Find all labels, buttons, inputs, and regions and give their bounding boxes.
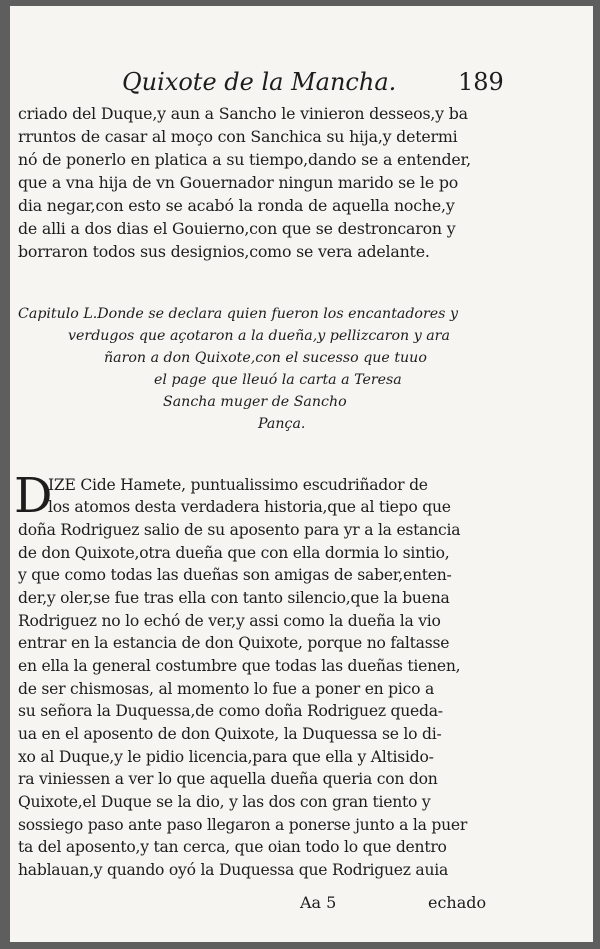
running-title: Quixote de la Mancha. [122, 68, 397, 96]
text-line: los atomos desta verdadera historia,que al tiepo que [48, 498, 451, 516]
catchword: echado [428, 893, 487, 912]
book-page [10, 6, 593, 942]
text-line: ta del aposento,y tan cerca, que oian todo lo que dentro [18, 838, 447, 856]
chapter-heading-line: el page que lleuó la carta a Teresa [154, 372, 402, 388]
chapter-heading-line: verdugos que açotaron a la dueña,y pellizcaron y ara [68, 328, 450, 344]
text-line: ua en el aposento de don Quixote, la Duquessa se lo di- [18, 725, 442, 743]
text-line: de ser chismosas, al momento lo fue a poner en pico a [18, 680, 435, 698]
text-line: ra viniessen a ver lo que aquella dueña queria con don [18, 770, 438, 788]
chapter-heading-line: ñaron a don Quixote,con el sucesso que tuuo [104, 350, 427, 366]
text-line: dia negar,con esto se acabó la ronda de aquella noche,y [18, 196, 455, 215]
text-line: rruntos de casar al moço con Sanchica su hija,y determi [18, 127, 458, 146]
text-line: criado del Duque,y aun a Sancho le vinieron desseos,y ba [18, 104, 468, 123]
chapter-heading-line: Sancha muger de Sancho [163, 394, 347, 410]
text-line: IZE Cide Hamete, puntualissimo escudriñador de [48, 476, 428, 494]
text-line: en ella la general costumbre que todas las dueñas tienen, [18, 657, 461, 675]
text-line: der,y oler,se fue tras ella con tanto silencio,que la buena [18, 589, 450, 607]
text-line: borraron todos sus designios,como se vera adelante. [18, 242, 430, 261]
text-line: que a vna hija de vn Gouernador ningun marido se le po [18, 173, 459, 192]
text-line: xo al Duque,y le pidio licencia,para que ella y Altisido- [18, 748, 434, 766]
text-line: doña Rodriguez salio de su aposento para yr a la estancia [18, 521, 461, 539]
text-line: y que como todas las dueñas son amigas de saber,enten- [18, 566, 452, 584]
drop-cap: D [14, 468, 53, 524]
text-line: entrar en la estancia de don Quixote, porque no faltasse [18, 634, 450, 652]
signature-mark: Aa 5 [300, 893, 337, 912]
text-line: de don Quixote,otra dueña que con ella dormia lo sintio, [18, 544, 450, 562]
folio-number: 189 [458, 68, 504, 96]
text-line: de alli a dos dias el Gouierno,con que se destroncaron y [18, 219, 456, 238]
text-line: nó de ponerlo en platica a su tiempo,dando se a entender, [18, 150, 471, 169]
chapter-heading-line: Capitulo L.Donde se declara quien fueron los encantadores y [18, 306, 458, 322]
text-line: su señora la Duquessa,de como doña Rodriguez queda- [18, 702, 443, 720]
text-line: sossiego paso ante paso llegaron a ponerse junto a la puer [18, 816, 468, 834]
text-line: Quixote,el Duque se la dio, y las dos con gran tiento y [18, 793, 431, 811]
text-line: Rodriguez no lo echó de ver,y assi como la dueña la vio [18, 612, 441, 630]
text-line: hablauan,y quando oyó la Duquessa que Rodriguez auia [18, 861, 449, 879]
chapter-heading-line: Pança. [258, 416, 306, 432]
